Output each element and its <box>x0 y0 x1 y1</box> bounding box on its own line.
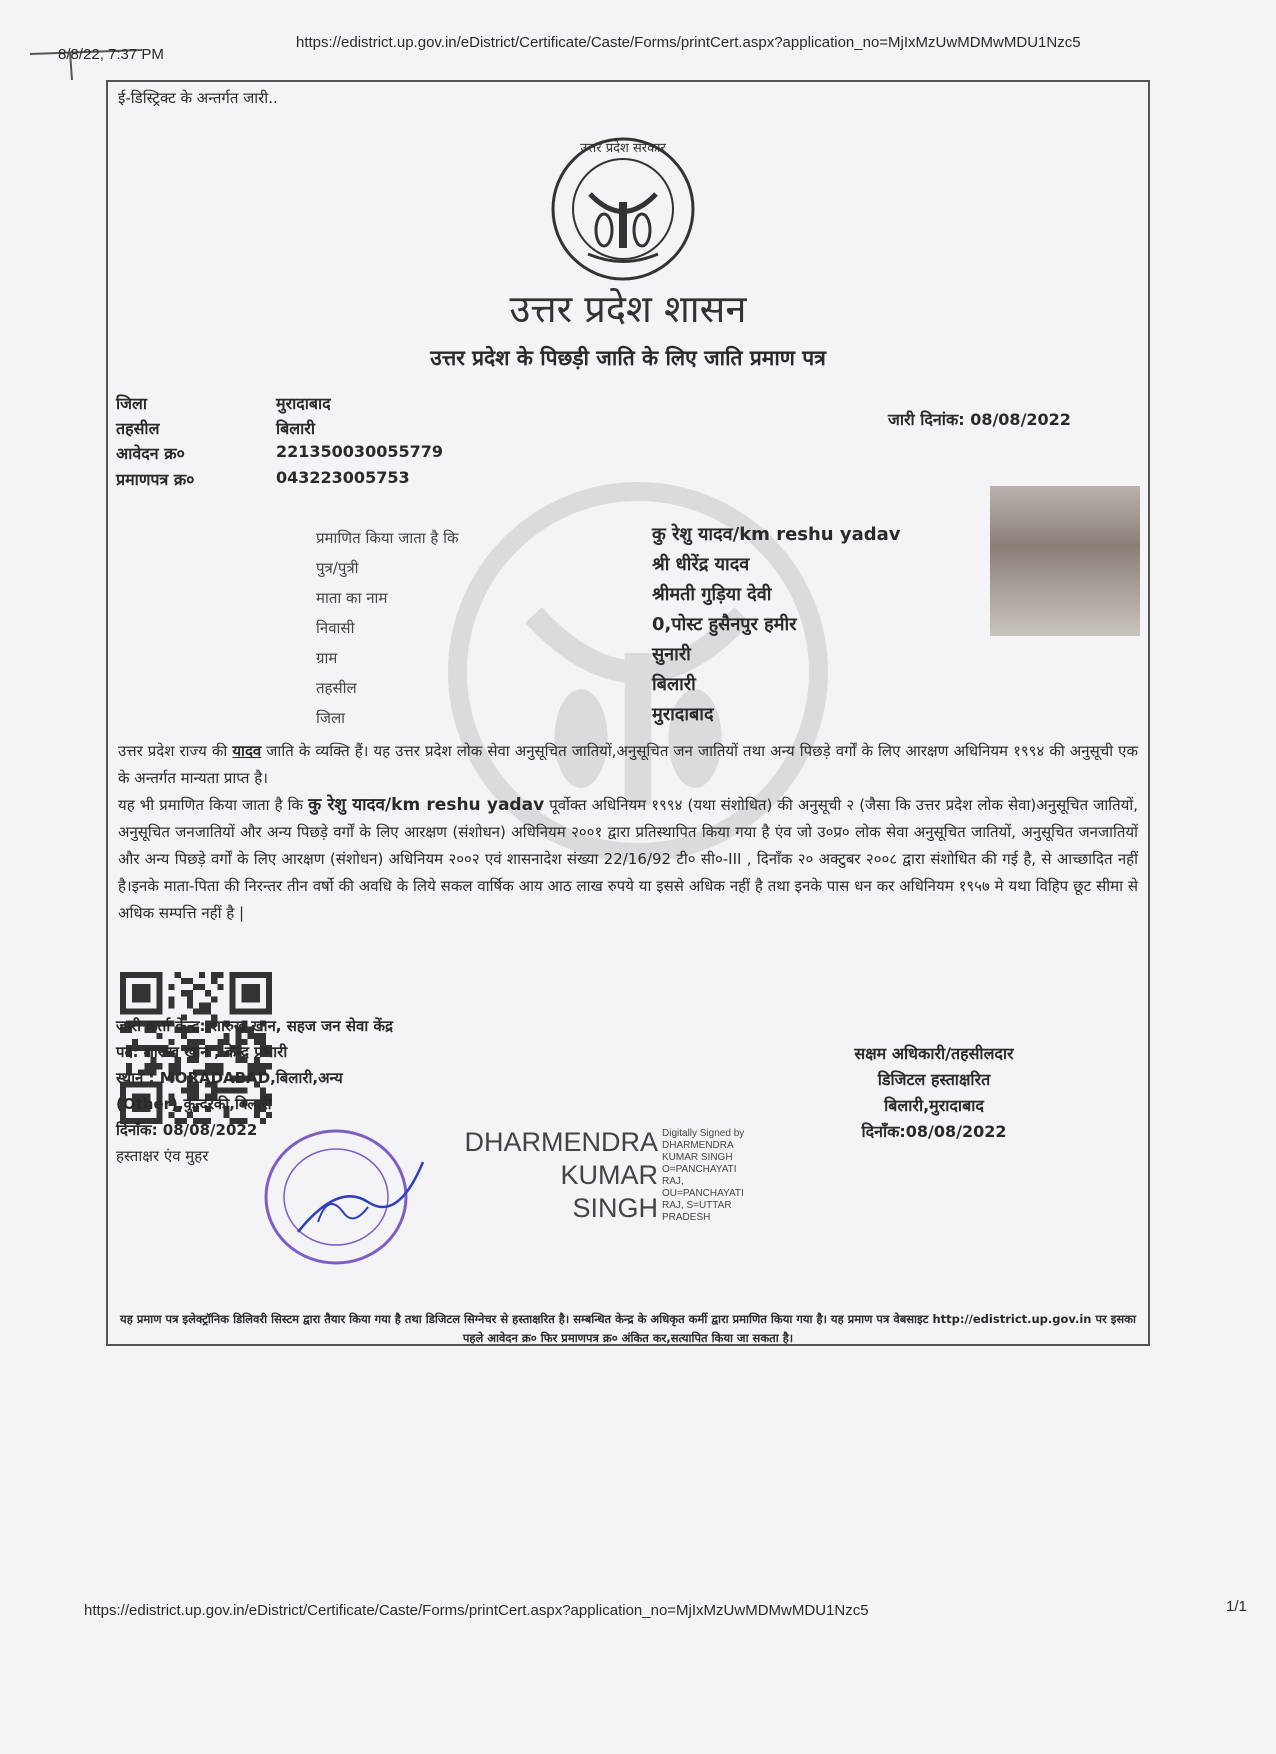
detail-label: माता का नाम <box>316 589 388 607</box>
authority-place: बिलारी,मुरादाबाद <box>884 1096 984 1115</box>
body-text: उत्तर प्रदेश राज्य की <box>118 742 233 760</box>
issuer-date: दिनाँक: 08/08/2022 <box>116 1121 258 1139</box>
detail-value-resident: 0,पोस्ट हुसैनपुर हमीर <box>652 614 797 635</box>
tehsil-value: बिलारी <box>276 419 315 438</box>
sig-detail-line: OU=PANCHAYATI <box>662 1188 744 1199</box>
certificate-title: उत्तर प्रदेश के पिछड़ी जाति के लिए जाति प्रमाण पत्र <box>430 346 826 370</box>
print-url-header: https://edistrict.up.gov.in/eDistrict/Certificate/Caste/Forms/printCert.aspx?application_no=MjIxMzUwMDMwMDU1Nzc5 <box>296 34 1081 51</box>
center-seal <box>258 1122 428 1272</box>
certificate-no-label: प्रमाणपत्र क्र० <box>116 470 195 489</box>
certificate-no-value: 043223005753 <box>276 468 410 487</box>
detail-label: ग्राम <box>316 649 338 667</box>
issuer-place: स्थान : MORADABAD,बिलारी,अन्य <box>116 1069 343 1087</box>
verification-note: यह प्रमाण पत्र इलेक्ट्रॉनिक डिलिवरी सिस्टम द्वारा तैयार किया गया है तथा डिजिटल सिग्नेचर से हस्ताक्षरित है। सम्बन्धित केन्द्र के अधिकृत कर्मी द्वारा प्रमाणित किया गया है। यह प्रमाण पत्र वेबसाइट http://edistrict.up.gov.in पर इसका पहले आवेदन क्र० फिर प्रमाणपत्र क्र० अंकित कर,सत्यापित किया जा सकता है। <box>120 1312 1136 1345</box>
sign-seal-label: हस्ताक्षर एंव मुहर <box>116 1147 209 1165</box>
detail-value-name: कु रेशु यादव/km reshu yadav <box>652 524 901 545</box>
detail-value-mother: श्रीमती गुड़िया देवी <box>652 584 772 605</box>
district-label: जिला <box>116 394 148 413</box>
sig-detail-line: O=PANCHAYATI <box>662 1164 737 1175</box>
digital-signature-details <box>662 1128 782 1224</box>
print-url-footer: https://edistrict.up.gov.in/eDistrict/Certificate/Caste/Forms/printCert.aspx?application_no=MjIxMzUwMDMwMDU1Nzc5 <box>84 1602 869 1619</box>
body-text: पूर्वोक्त अधिनियम १९९४ (यथा संशोधित) की अनुसूची २ (जैसा कि उत्तर प्रदेश लोक सेवा)अनुसूचित जातियों, अनुसूचित जनजातियों और अन्य पिछड़े वर्गों के लिए आरक्षण (संशोधन) अधिनियम २००१ द्वारा प्रतिस्थापित किया गया है एंव जो उ०प्र० लोक सेवा अनुसूचित जातियों, अनुसूचित जनजातियों और अन्य पिछड़े वर्गों के लिए आरक्षण (संशोधन) अधिनियम २००२ एवं शासनादेश संख्या 22/16/92 टी० सी०-III , दिनाँक २० अक्टुबर २००८ द्वारा संशोधित की गई है, से आच्छादित नहीं है।इनके माता-पिता की निरन्तर तीन वर्षो की अवधि के लिये सकल वार्षिक आय आठ लाख रुपये या इससे अधिक नहीं है तथा इनके पास धन कर अधिनियम १९५७ मे यथा विहिप छूट सीमा से अधिक सम्पत्ति नहीं है | <box>118 796 1139 922</box>
certificate-body <box>118 738 1138 927</box>
detail-label: जिला <box>316 709 346 727</box>
body-text: जाति के व्यक्ति हैं। यह उत्तर प्रदेश लोक सेवा अनुसूचित जातियों,अनुसूचित जन जातियों तथा अन्य पिछड़े वर्गों के लिए आरक्षण अधिनियम १९९४ की अनुसूची एक के अन्तर्गत मान्यता प्राप्त है। <box>118 742 1138 787</box>
tehsil-label: तहसील <box>116 419 160 438</box>
body-text: यह भी प्रमाणित किया जाता है कि <box>118 796 309 814</box>
government-title: उत्तर प्रदेश शासन <box>509 287 747 331</box>
certificate-frame <box>106 80 1150 1346</box>
sig-detail-line: Digitally Signed by <box>662 1128 745 1139</box>
sig-detail-line: PRADESH <box>662 1212 711 1223</box>
signer-name-line: KUMAR <box>560 1160 658 1190</box>
applicant-photo <box>990 486 1140 636</box>
issued-under-text: ई-डिस्ट्रिक्ट के अन्तर्गत जारी.. <box>118 89 278 107</box>
sig-detail-line: DHARMENDRA <box>662 1140 734 1151</box>
issuer-designation: पद: शारुख खान , केन्द्र प्रभारी <box>116 1043 288 1061</box>
digital-signer-name <box>448 1126 658 1225</box>
applicant-name-inline: कु रेशु यादव/km reshu yadav <box>308 795 545 815</box>
authority-date: दिनाँक:08/08/2022 <box>861 1122 1007 1141</box>
print-datetime: 8/8/22, 7:37 PM <box>58 46 164 63</box>
caste-name: यादव <box>232 742 262 760</box>
detail-value-village: सुनारी <box>652 644 691 665</box>
sig-detail-line: KUMAR SINGH <box>662 1152 733 1163</box>
authority-title: सक्षम अधिकारी/तहसीलदार <box>854 1044 1014 1063</box>
emblem-text: उत्तर प्रदेश सरकार <box>580 141 666 156</box>
sig-detail-line: RAJ, <box>662 1176 684 1187</box>
detail-label: निवासी <box>316 619 355 637</box>
up-government-emblem <box>548 134 698 284</box>
signer-name-line: SINGH <box>572 1193 658 1223</box>
application-no-label: आवेदन क्र० <box>116 444 185 463</box>
application-no-value: 221350030055779 <box>276 442 443 461</box>
sig-detail-line: RAJ, S=UTTAR <box>662 1200 732 1211</box>
detail-label: प्रमाणित किया जाता है कि <box>316 529 459 547</box>
signer-name-line: DHARMENDRA <box>464 1127 658 1157</box>
detail-value-father: श्री धीरेंद्र यादव <box>652 554 750 575</box>
issue-date: जारी दिनांक: 08/08/2022 <box>888 410 1071 429</box>
detail-label: तहसील <box>316 679 357 697</box>
detail-label: पुत्र/पुत्री <box>316 559 359 577</box>
detail-value-district: मुरादाबाद <box>652 704 714 725</box>
district-value: मुरादाबाद <box>276 394 331 413</box>
issuer-place-cont: (Other),कुन्दरकी,बिलारी <box>116 1095 272 1113</box>
issuer-center: जारी कर्ता केन्द्र: शारुख खान, सहज जन सेवा केंद्र <box>116 1017 393 1035</box>
authority-digital-signed: डिजिटल हस्ताक्षरित <box>877 1070 991 1089</box>
page-number: 1/1 <box>1226 1598 1247 1615</box>
detail-value-tehsil: बिलारी <box>652 674 696 695</box>
